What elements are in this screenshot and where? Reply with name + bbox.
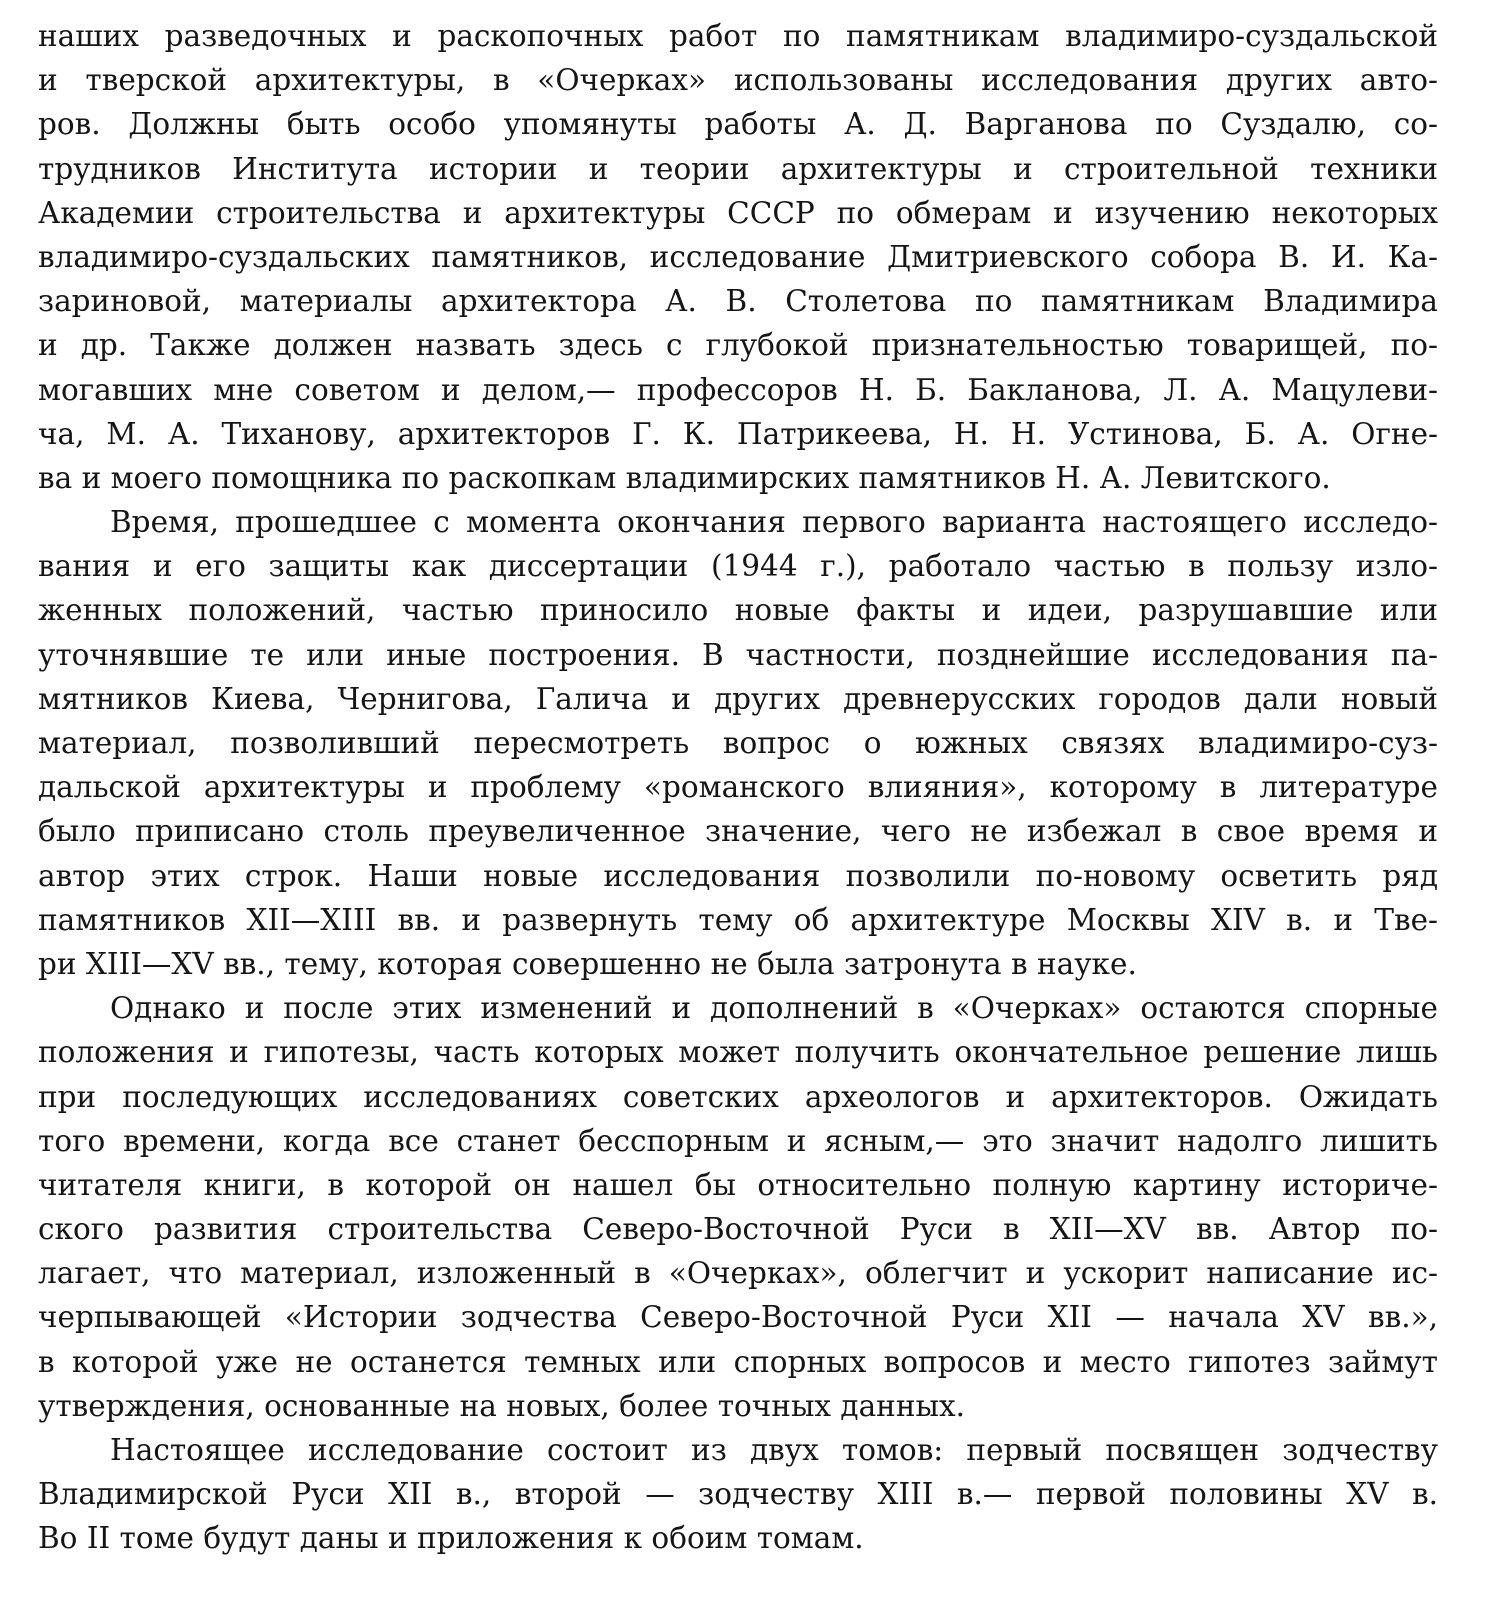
text-line: вания и его защиты как диссертации (1944 г.), работало частью в пользу изло- xyxy=(38,549,1438,584)
text-line: владимиро-суздальских памятников, исследование Дмитриевского собора В. И. Ка- xyxy=(38,239,1438,274)
text-line: Время, прошедшее с момента окончания первого варианта настоящего исследо- xyxy=(110,505,1438,540)
text-line: памятников XII—XIII вв. и развернуть тему об архитектуре Москвы XIV в. и Тве- xyxy=(38,902,1438,937)
paragraph-1 xyxy=(38,14,1438,500)
text-line: женных положений, частью приносило новые факты и идеи, разрушавшие или xyxy=(38,593,1438,628)
text-line: положения и гипотезы, часть которых может получить окончательное решение лишь xyxy=(38,1035,1438,1070)
text-line: уточнявшие те или иные построения. В частности, позднейшие исследования па- xyxy=(38,637,1438,672)
text-line: зариновой, материалы архитектора А. В. Столетова по памятникам Владимира xyxy=(38,284,1438,319)
text-line: могавших мне советом и делом,— профессоров Н. Б. Бакланова, Л. А. Мацулеви- xyxy=(38,372,1438,407)
text-line: мятников Киева, Чернигова, Галича и других древнерусских городов дали новый xyxy=(38,681,1438,716)
text-line: ча, М. А. Тиханову, архитекторов Г. К. Патрикеева, Н. Н. Устинова, Б. А. Огне- xyxy=(38,416,1438,451)
text-line: читателя книги, в которой он нашел бы относительно полную картину историче- xyxy=(38,1167,1438,1202)
text-line: ского развития строительства Северо-Восточной Руси в XII—XV вв. Автор по- xyxy=(38,1212,1438,1247)
text-line: автор этих строк. Наши новые исследования позволили по-новому осветить ряд xyxy=(38,858,1438,893)
text-line: дальской архитектуры и проблему «романского влияния», которому в литературе xyxy=(38,770,1438,805)
text-line: черпывающей «Истории зодчества Северо-Восточной Руси XII — начала XV вв.», xyxy=(38,1300,1438,1335)
text-line: Однако и после этих изменений и дополнений в «Очерках» остаются спорные xyxy=(110,991,1438,1026)
text-line: Академии строительства и архитектуры СССР по обмерам и изучению некоторых xyxy=(38,195,1438,230)
text-line: наших разведочных и раскопочных работ по памятникам владимиро-суздальской xyxy=(38,19,1438,53)
text-line: Владимирской Руси XII в., второй — зодчеству XIII в.— первой половины XV в. xyxy=(38,1477,1438,1512)
text-line: было приписано столь преувеличенное значение, чего не избежал в свое время и xyxy=(38,814,1438,849)
text-line: утверждения, основанные на новых, более точных данных. xyxy=(38,1388,966,1423)
text-line: и др. Также должен назвать здесь с глубокой признательностью товарищей, по- xyxy=(38,328,1438,363)
text-line: того времени, когда все станет бесспорным и ясным,— это значит надолго лишить xyxy=(38,1123,1438,1158)
text-line: и тверской архитектуры, в «Очерках» использованы исследования других авто- xyxy=(38,63,1438,98)
paragraph-2 xyxy=(38,500,1438,986)
document-page xyxy=(38,14,1438,1561)
paragraph-4 xyxy=(38,1428,1438,1561)
text-line: ри XIII—XV вв., тему, которая совершенно не была затронута в науке. xyxy=(38,946,1137,981)
text-line: лагает, что материал, изложенный в «Очерках», облегчит и ускорит написание ис- xyxy=(38,1256,1438,1291)
text-line: Настоящее исследование состоит из двух томов: первый посвящен зодчеству xyxy=(110,1433,1438,1467)
text-line: Во II томе будут даны и приложения к обоим томам. xyxy=(38,1521,864,1556)
text-line: при последующих исследованиях советских археологов и архитекторов. Ожидать xyxy=(38,1079,1438,1114)
paragraph-3 xyxy=(38,986,1438,1428)
text-line: ва и моего помощника по раскопкам владимирских памятников Н. А. Левитского. xyxy=(38,460,1331,495)
text-line: в которой уже не останется темных или спорных вопросов и место гипотез займут xyxy=(38,1344,1438,1379)
text-line: материал, позволивший пересмотреть вопрос о южных связях владимиро-суз- xyxy=(38,726,1438,760)
text-line: ров. Должны быть особо упомянуты работы А. Д. Варганова по Суздалю, со- xyxy=(38,107,1438,142)
text-line: трудников Института истории и теории архитектуры и строительной техники xyxy=(38,151,1438,186)
